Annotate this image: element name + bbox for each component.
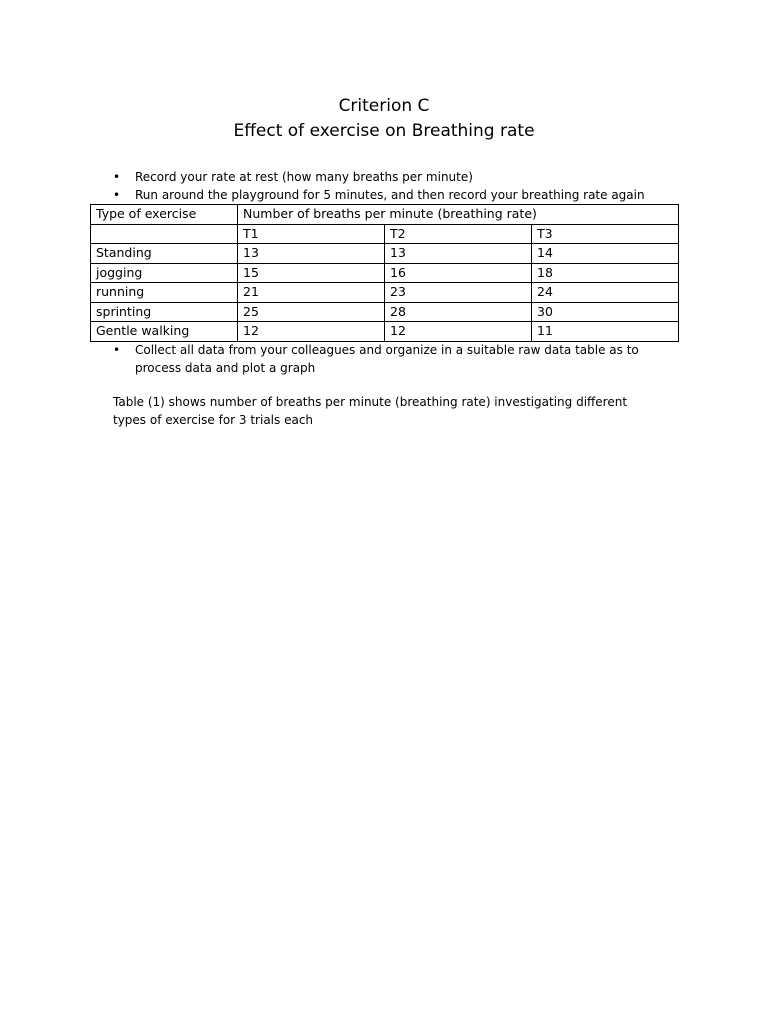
instructions-list [113, 169, 693, 204]
breathing-rate-table [90, 204, 679, 342]
table-cell-exercise: sprinting [91, 302, 238, 322]
bullet-icon: • [113, 170, 121, 184]
followup-list [113, 342, 683, 377]
table-cell-value: 23 [385, 283, 532, 303]
table-cell-value: 12 [385, 322, 532, 342]
table-cell-exercise: jogging [91, 263, 238, 283]
table-trial-row [91, 224, 679, 244]
table-header-trial: T3 [532, 224, 679, 244]
table-cell-value: 13 [238, 244, 385, 264]
table-cell-exercise: Standing [91, 244, 238, 264]
table-header-trial: T1 [238, 224, 385, 244]
table-caption: Table (1) shows number of breaths per minute (breathing rate) investigating different types of exercise for 3 trials each [113, 395, 628, 427]
table-cell-empty [91, 224, 238, 244]
table-row [91, 244, 679, 264]
table-cell-value: 24 [532, 283, 679, 303]
document-subtitle: Effect of exercise on Breathing rate [233, 121, 535, 141]
table-cell-value: 30 [532, 302, 679, 322]
table-cell-value: 25 [238, 302, 385, 322]
bullet-icon: • [113, 187, 121, 202]
table-row [91, 283, 679, 303]
table-cell-exercise: Gentle walking [91, 322, 238, 342]
table-header-trial: T2 [385, 224, 532, 244]
list-item [113, 187, 693, 205]
table-row [91, 322, 679, 342]
table-cell-exercise: running [91, 283, 238, 303]
table-header-row [91, 205, 679, 225]
table-cell-value: 11 [532, 322, 679, 342]
list-item [113, 169, 693, 187]
table-cell-value: 12 [238, 322, 385, 342]
table-header-group: Number of breaths per minute (breathing rate) [238, 205, 679, 225]
list-item-text: Collect all data from your colleagues and organize in a suitable raw data table as to process data and plot a graph [135, 343, 639, 375]
table-cell-value: 14 [532, 244, 679, 264]
document-title: Criterion C [338, 96, 430, 116]
table-header-exercise: Type of exercise [91, 205, 238, 225]
bullet-icon: • [113, 343, 121, 357]
table-cell-value: 16 [385, 263, 532, 283]
table-row [91, 302, 679, 322]
list-item [113, 342, 683, 377]
table-cell-value: 15 [238, 263, 385, 283]
table-cell-value: 21 [238, 283, 385, 303]
list-item-text: Run around the playground for 5 minutes, and then record your breathing rate again [135, 187, 645, 202]
table-cell-value: 13 [385, 244, 532, 264]
table-cell-value: 28 [385, 302, 532, 322]
table-row [91, 263, 679, 283]
list-item-text: Record your rate at rest (how many breaths per minute) [135, 170, 473, 184]
table-cell-value: 18 [532, 263, 679, 283]
